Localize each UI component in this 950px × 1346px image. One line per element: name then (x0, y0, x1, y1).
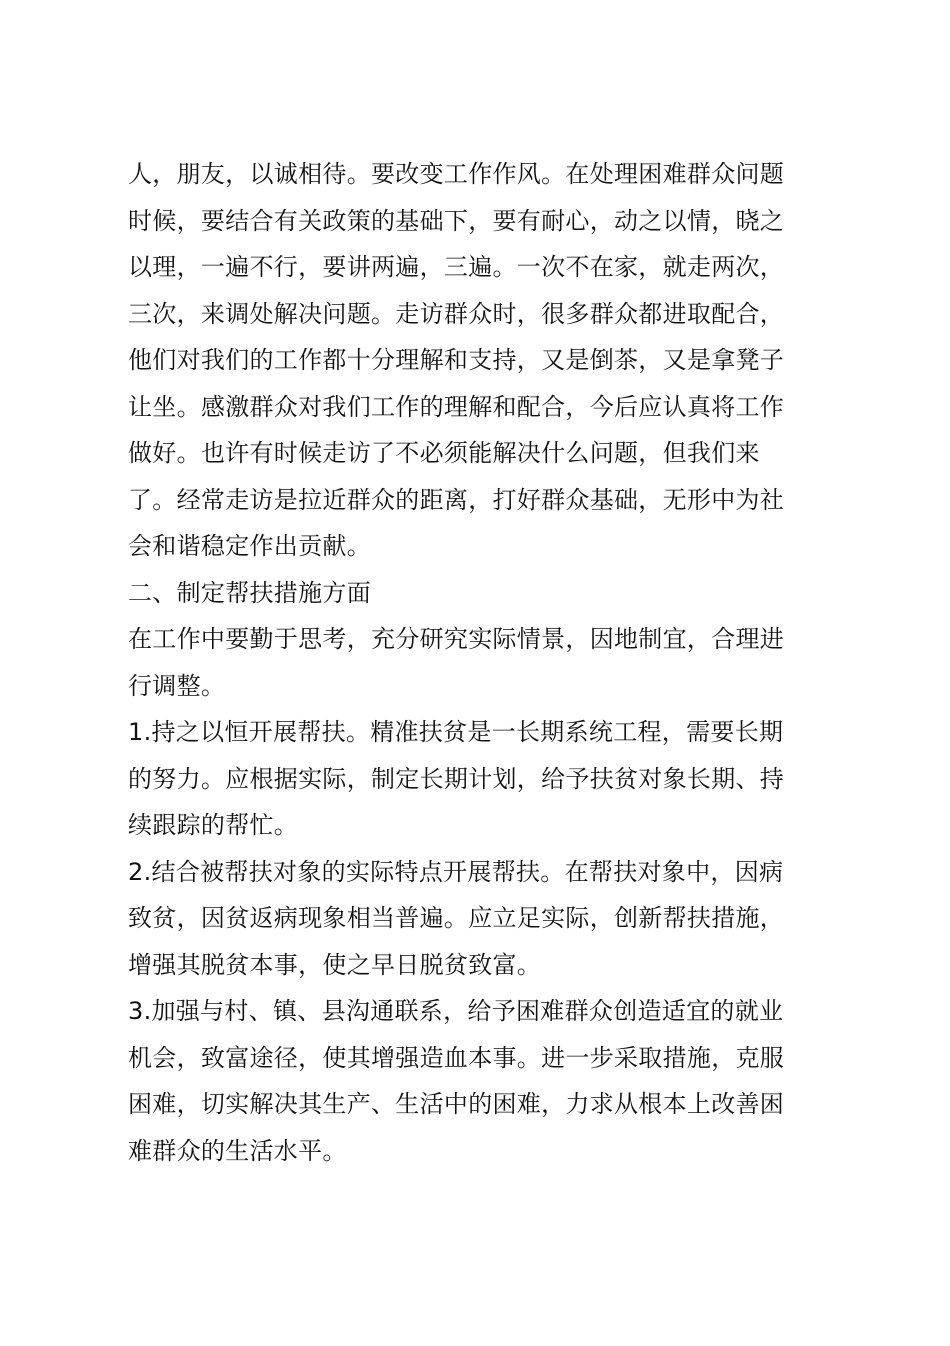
text-line: 行调整。 (128, 671, 226, 700)
text-line: 的努力。应根据实际，制定长期计划，给予扶贫对象长期、持 (128, 764, 785, 793)
text-line: 会和谐稳定作出贡献。 (128, 532, 371, 560)
paragraph-visit-work-style (128, 151, 828, 570)
list-item-1 (128, 709, 828, 849)
text-line: 困难，切实解决其生产、生活中的困难，力求从根本上改善困 (128, 1090, 785, 1118)
text-line: 二、制定帮扶措施方面 (128, 578, 371, 607)
text-line: 续跟踪的帮忙。 (128, 811, 299, 839)
text-line: 他们对我们的工作都十分理解和支持，又是倒茶，又是拿凳子 (128, 346, 785, 374)
text-line: 让坐。感激群众对我们工作的理解和配合，今后应认真将工作 (128, 392, 785, 421)
text-line: 增强其脱贫本事，使之早日脱贫致富。 (128, 950, 542, 979)
text-line: 难群众的生活水平。 (128, 1136, 347, 1165)
section-heading-assistance-measures (128, 570, 828, 617)
text-line: 致贫，因贫返病现象相当普遍。应立足实际，创新帮扶措施， (128, 904, 785, 932)
text-line: 3.加强与村、镇、县沟通联系，给予困难群众创造适宜的就业 (128, 997, 784, 1025)
text-line: 时候，要结合有关政策的基础下，要有耐心，动之以情，晓之 (128, 206, 785, 235)
list-item-2 (128, 849, 828, 989)
text-line: 了。经常走访是拉近群众的距离，打好群众基础，无形中为社 (128, 485, 785, 514)
text-line: 做好。也许有时候走访了不必须能解决什么问题，但我们来 (128, 439, 760, 467)
text-line: 2.结合被帮扶对象的实际特点开展帮扶。在帮扶对象中，因病 (128, 857, 784, 886)
paragraph-work-thinking (128, 616, 828, 709)
text-line: 三次，来调处解决问题。走访群众时，很多群众都进取配合， (128, 299, 785, 328)
text-line: 人，朋友，以诚相待。要改变工作作风。在处理困难群众问题 (128, 160, 785, 188)
list-item-3 (128, 988, 828, 1174)
text-line: 1.持之以恒开展帮扶。精准扶贫是一长期系统工程，需要长期 (128, 718, 784, 746)
text-line: 在工作中要勤于思考，充分研究实际情景，因地制宜，合理进 (128, 625, 785, 653)
text-line: 以理，一遍不行，要讲两遍，三遍。一次不在家，就走两次， (128, 253, 785, 281)
document-body (128, 151, 828, 1174)
text-line: 机会，致富途径，使其增强造血本事。进一步采取措施，克服 (128, 1043, 785, 1072)
